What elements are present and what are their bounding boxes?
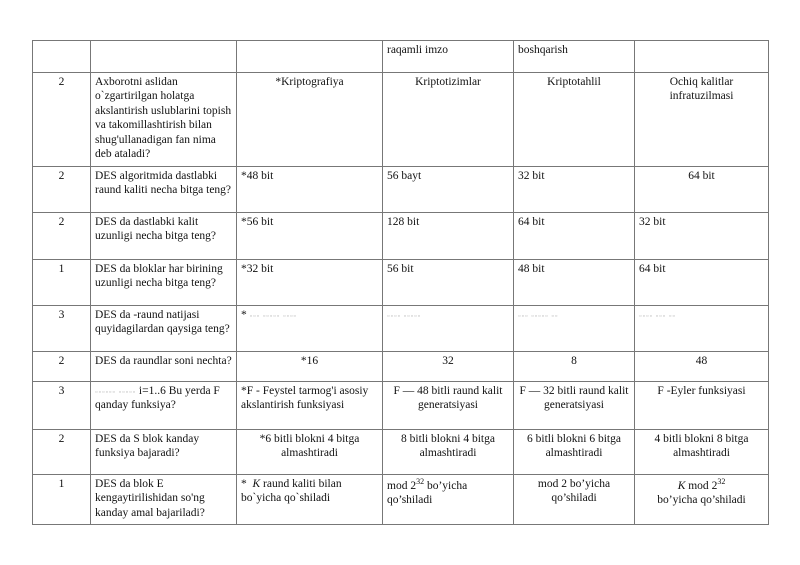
cell-answer-1: *48 bit [237, 167, 383, 213]
cell-question: DES da -raund natijasi quyidagilardan qaysiga teng? [91, 306, 237, 352]
key-symbol: K [677, 479, 686, 492]
cell-number: 2 [33, 352, 91, 382]
table-row [33, 73, 769, 167]
table-row [33, 430, 769, 475]
cell [33, 41, 91, 73]
cell-answer-1: *56 bit [237, 213, 383, 260]
cell [635, 41, 769, 73]
table-row [33, 382, 769, 430]
cell-number: 2 [33, 430, 91, 475]
cell-answer-1: *16 [237, 352, 383, 382]
formula-image: ▫▫▫▫ ▫▫▫▫▫ [387, 312, 422, 320]
mod-exponent: 32 [416, 477, 425, 486]
mod-label: mod [387, 479, 408, 492]
cell-number: 3 [33, 306, 91, 352]
cell-number: 2 [33, 73, 91, 167]
cell-number: 2 [33, 213, 91, 260]
cell-answer-2: raqamli imzo [383, 41, 514, 73]
cell-answer-1: *32 bit [237, 260, 383, 306]
answer-text: bo’yicha qo’shiladi [387, 479, 468, 507]
cell-number: 1 [33, 260, 91, 306]
cell-answer-2: 56 bit [383, 260, 514, 306]
cell-question: DES da dastlabki kalit uzunligi necha bitga teng? [91, 213, 237, 260]
cell-question: DES da blok E kengaytirilishidan so'ng kanday amal bajariladi? [91, 475, 237, 525]
table-row [33, 260, 769, 306]
question-text: i=1..6 Bu yerda F qanday funksiya? [95, 385, 220, 412]
cell-answer-4: 4 bitli blokni 8 bitga almashtiradi [635, 430, 769, 475]
cell-answer-3: 8 [514, 352, 635, 382]
cell-answer-3: boshqarish [514, 41, 635, 73]
cell-answer-1 [237, 306, 383, 352]
formula-image: ▫▫▫ ▫▫▫▫▫ ▫▫▫▫ [249, 312, 297, 320]
cell-answer-1: *F - Feystel tarmog'i asosiy akslantirish funksiyasi [237, 382, 383, 430]
table-row [33, 213, 769, 260]
cell-answer-3: Kriptotahlil [514, 73, 635, 167]
answer-text: bo’yicha qo’shiladi [657, 494, 746, 507]
cell-answer-4: 64 bit [635, 167, 769, 213]
mod-exponent: 32 [717, 477, 726, 486]
formula-image: ▫▫▫ ▫▫▫▫▫ ▫▫ [518, 312, 559, 320]
cell-answer-4 [635, 306, 769, 352]
formula-image: ▫▫▫▫▫▫ ▫▫▫▫▫ [95, 388, 137, 396]
cell-answer-4: 48 [635, 352, 769, 382]
cell-question: DES algoritmida dastlabki raund kaliti necha bitga teng? [91, 167, 237, 213]
answer-mark: * [241, 309, 247, 321]
table-row [33, 167, 769, 213]
cell-answer-3: F — 32 bitli raund kalit generatsiyasi [514, 382, 635, 430]
cell [237, 41, 383, 73]
cell-number: 2 [33, 167, 91, 213]
mod-base: 2 [711, 479, 718, 492]
cell-answer-3: 48 bit [514, 260, 635, 306]
cell-answer-2: 128 bit [383, 213, 514, 260]
cell-question: DES da raundlar soni nechta? [91, 352, 237, 382]
cell-answer-4 [635, 475, 769, 525]
cell-answer-2: 8 bitli blokni 4 bitga almashtiradi [383, 430, 514, 475]
answer-text: raund kaliti bilan bo`yicha qo`shiladi [241, 478, 342, 505]
answer-mark: * [241, 478, 247, 490]
cell-number: 3 [33, 382, 91, 430]
cell-answer-3: mod 2 bo’yicha qo’shiladi [514, 475, 635, 525]
cell-answer-4: Ochiq kalitlar infratuzilmasi [635, 73, 769, 167]
cell-answer-2: 32 [383, 352, 514, 382]
cell-answer-4: F -Eyler funksiyasi [635, 382, 769, 430]
formula-image: ▫▫▫▫ ▫▫▫ ▫▫ [639, 312, 676, 320]
cell-answer-2: F — 48 bitli raund kalit generatsiyasi [383, 382, 514, 430]
cell-number: 1 [33, 475, 91, 525]
cell-answer-2 [383, 475, 514, 525]
cell-question [91, 382, 237, 430]
cell-answer-1 [237, 475, 383, 525]
key-symbol: K [252, 478, 261, 490]
table-row [33, 475, 769, 525]
cell-answer-2: 56 bayt [383, 167, 514, 213]
mod-label: mod [688, 479, 709, 492]
quiz-table [32, 40, 769, 525]
table-row [33, 306, 769, 352]
cell-question: DES da bloklar har birining uzunligi necha bitga teng? [91, 260, 237, 306]
cell-answer-3: 32 bit [514, 167, 635, 213]
cell-answer-4: 32 bit [635, 213, 769, 260]
table-row [33, 352, 769, 382]
cell-question: Axborotni aslidan o`zgartirilgan holatga akslantirish uslublarini topish va takomillashtirish bilan shug'ullanadigan fan nima deb ataladi? [91, 73, 237, 167]
mod-base: 2 [410, 479, 417, 492]
cell-answer-3 [514, 306, 635, 352]
cell-answer-1: *Kriptografiya [237, 73, 383, 167]
cell [91, 41, 237, 73]
cell-answer-2: Kriptotizimlar [383, 73, 514, 167]
table-row [33, 41, 769, 73]
cell-answer-2 [383, 306, 514, 352]
cell-answer-4: 64 bit [635, 260, 769, 306]
cell-question: DES da S blok kanday funksiya bajaradi? [91, 430, 237, 475]
cell-answer-3: 6 bitli blokni 6 bitga almashtiradi [514, 430, 635, 475]
cell-answer-1: *6 bitli blokni 4 bitga almashtiradi [237, 430, 383, 475]
cell-answer-3: 64 bit [514, 213, 635, 260]
